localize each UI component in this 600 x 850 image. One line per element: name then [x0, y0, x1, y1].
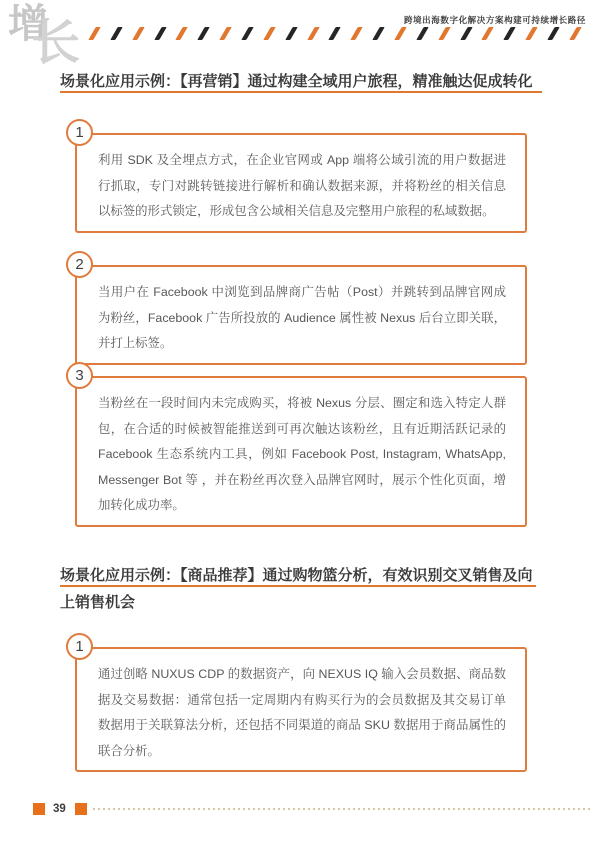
section-1-heading — [60, 68, 542, 95]
footer-dotted-line — [93, 808, 590, 810]
footer-marker-square-icon — [75, 803, 87, 815]
slash-decor-icon — [460, 27, 473, 40]
slash-decor-icon — [241, 27, 254, 40]
step-2-number-badge: 2 — [66, 251, 93, 278]
slash-decor-icon — [176, 27, 189, 40]
step-1-number-badge: 1 — [66, 119, 93, 146]
heading-underline — [60, 585, 536, 587]
slash-decor-icon — [307, 27, 320, 40]
page-number: 39 — [53, 803, 66, 815]
slash-decor-icon — [285, 27, 298, 40]
slash-decor-icon — [263, 27, 276, 40]
slash-decor-icon — [132, 27, 145, 40]
slash-decor-icon — [154, 27, 167, 40]
section-1-heading-text: 场景化应用示例：【再营销】通过构建全域用户旅程，精准触达促成转化 — [60, 73, 533, 90]
step-2-text: 当用户在 Facebook 中浏览到品牌商广告帖（Post）并跳转到品牌官网成为粉丝，Facebook 广告所投放的 Audience 属性被 Nexus 后台立即关联，并打上标签。 — [98, 285, 506, 350]
step-3-box — [75, 376, 527, 527]
section-2-step-1-number-badge: 1 — [66, 633, 93, 660]
slash-decor-icon — [525, 27, 538, 40]
slash-decor-icon — [482, 27, 495, 40]
slash-decor-icon — [504, 27, 517, 40]
step-3-text: 当粉丝在一段时间内未完成购买，将被 Nexus 分层、圈定和选入特定人群包，在合适的时候被智能推送到可再次触达该粉丝，且有近期活跃记录的 Facebook 生态系统内工具，例如 Facebook Post, Instagram, WhatsApp, Messenger Bot 等 ，并在粉丝再次登入品牌官网时，展示个性化页面，增加转化成功率。 — [98, 396, 506, 512]
logo-char-zeng: 增 — [8, 2, 48, 46]
heading-underline — [60, 91, 542, 93]
step-1-text: 利用 SDK 及全埋点方式，在企业官网或 App 端将公域引流的用户数据进行抓取，专门对跳转链接进行解析和确认数据来源，并将粉丝的相关信息以标签的形式锁定，形成包含公域相关信息及完整用户旅程的私域数据。 — [98, 153, 506, 218]
slash-decor-icon — [88, 27, 101, 40]
step-3-number-badge: 3 — [66, 362, 93, 389]
slash-decor-icon — [198, 27, 211, 40]
slash-decor-icon — [372, 27, 385, 40]
slash-decor-icon — [438, 27, 451, 40]
page-number-square-icon — [33, 803, 45, 815]
slash-decor-icon — [569, 27, 582, 40]
slash-decor-icon — [351, 27, 364, 40]
slash-decor-icon — [416, 27, 429, 40]
footer — [33, 803, 590, 815]
step-1-box — [75, 133, 527, 233]
slash-decor-icon — [110, 27, 123, 40]
section-2-step-1-text: 通过创略 NUXUS CDP 的数据资产，向 NEXUS IQ 输入会员数据、商品数据及交易数据：通常包括一定周期内有购买行为的会员数据及其交易订单数据用于关联算法分析，还包括不同渠道的商品 SKU 数据用于商品属性的联合分析。 — [98, 667, 506, 758]
slash-decor-icon — [329, 27, 342, 40]
section-2-step-1-box — [75, 647, 527, 772]
step-2-box — [75, 265, 527, 365]
section-2-heading-text: 场景化应用示例：【商品推荐】通过购物篮分析，有效识别交叉销售及向上销售机会 — [60, 567, 533, 611]
header-title: 跨境出海数字化解决方案构建可持续增长路径 — [403, 15, 586, 25]
logo-char-chang: 长 — [31, 16, 81, 70]
slash-decor-icon — [394, 27, 407, 40]
slash-decor-icon — [219, 27, 232, 40]
slash-decoration-row — [92, 27, 578, 40]
section-2-heading — [60, 562, 536, 616]
slash-decor-icon — [547, 27, 560, 40]
